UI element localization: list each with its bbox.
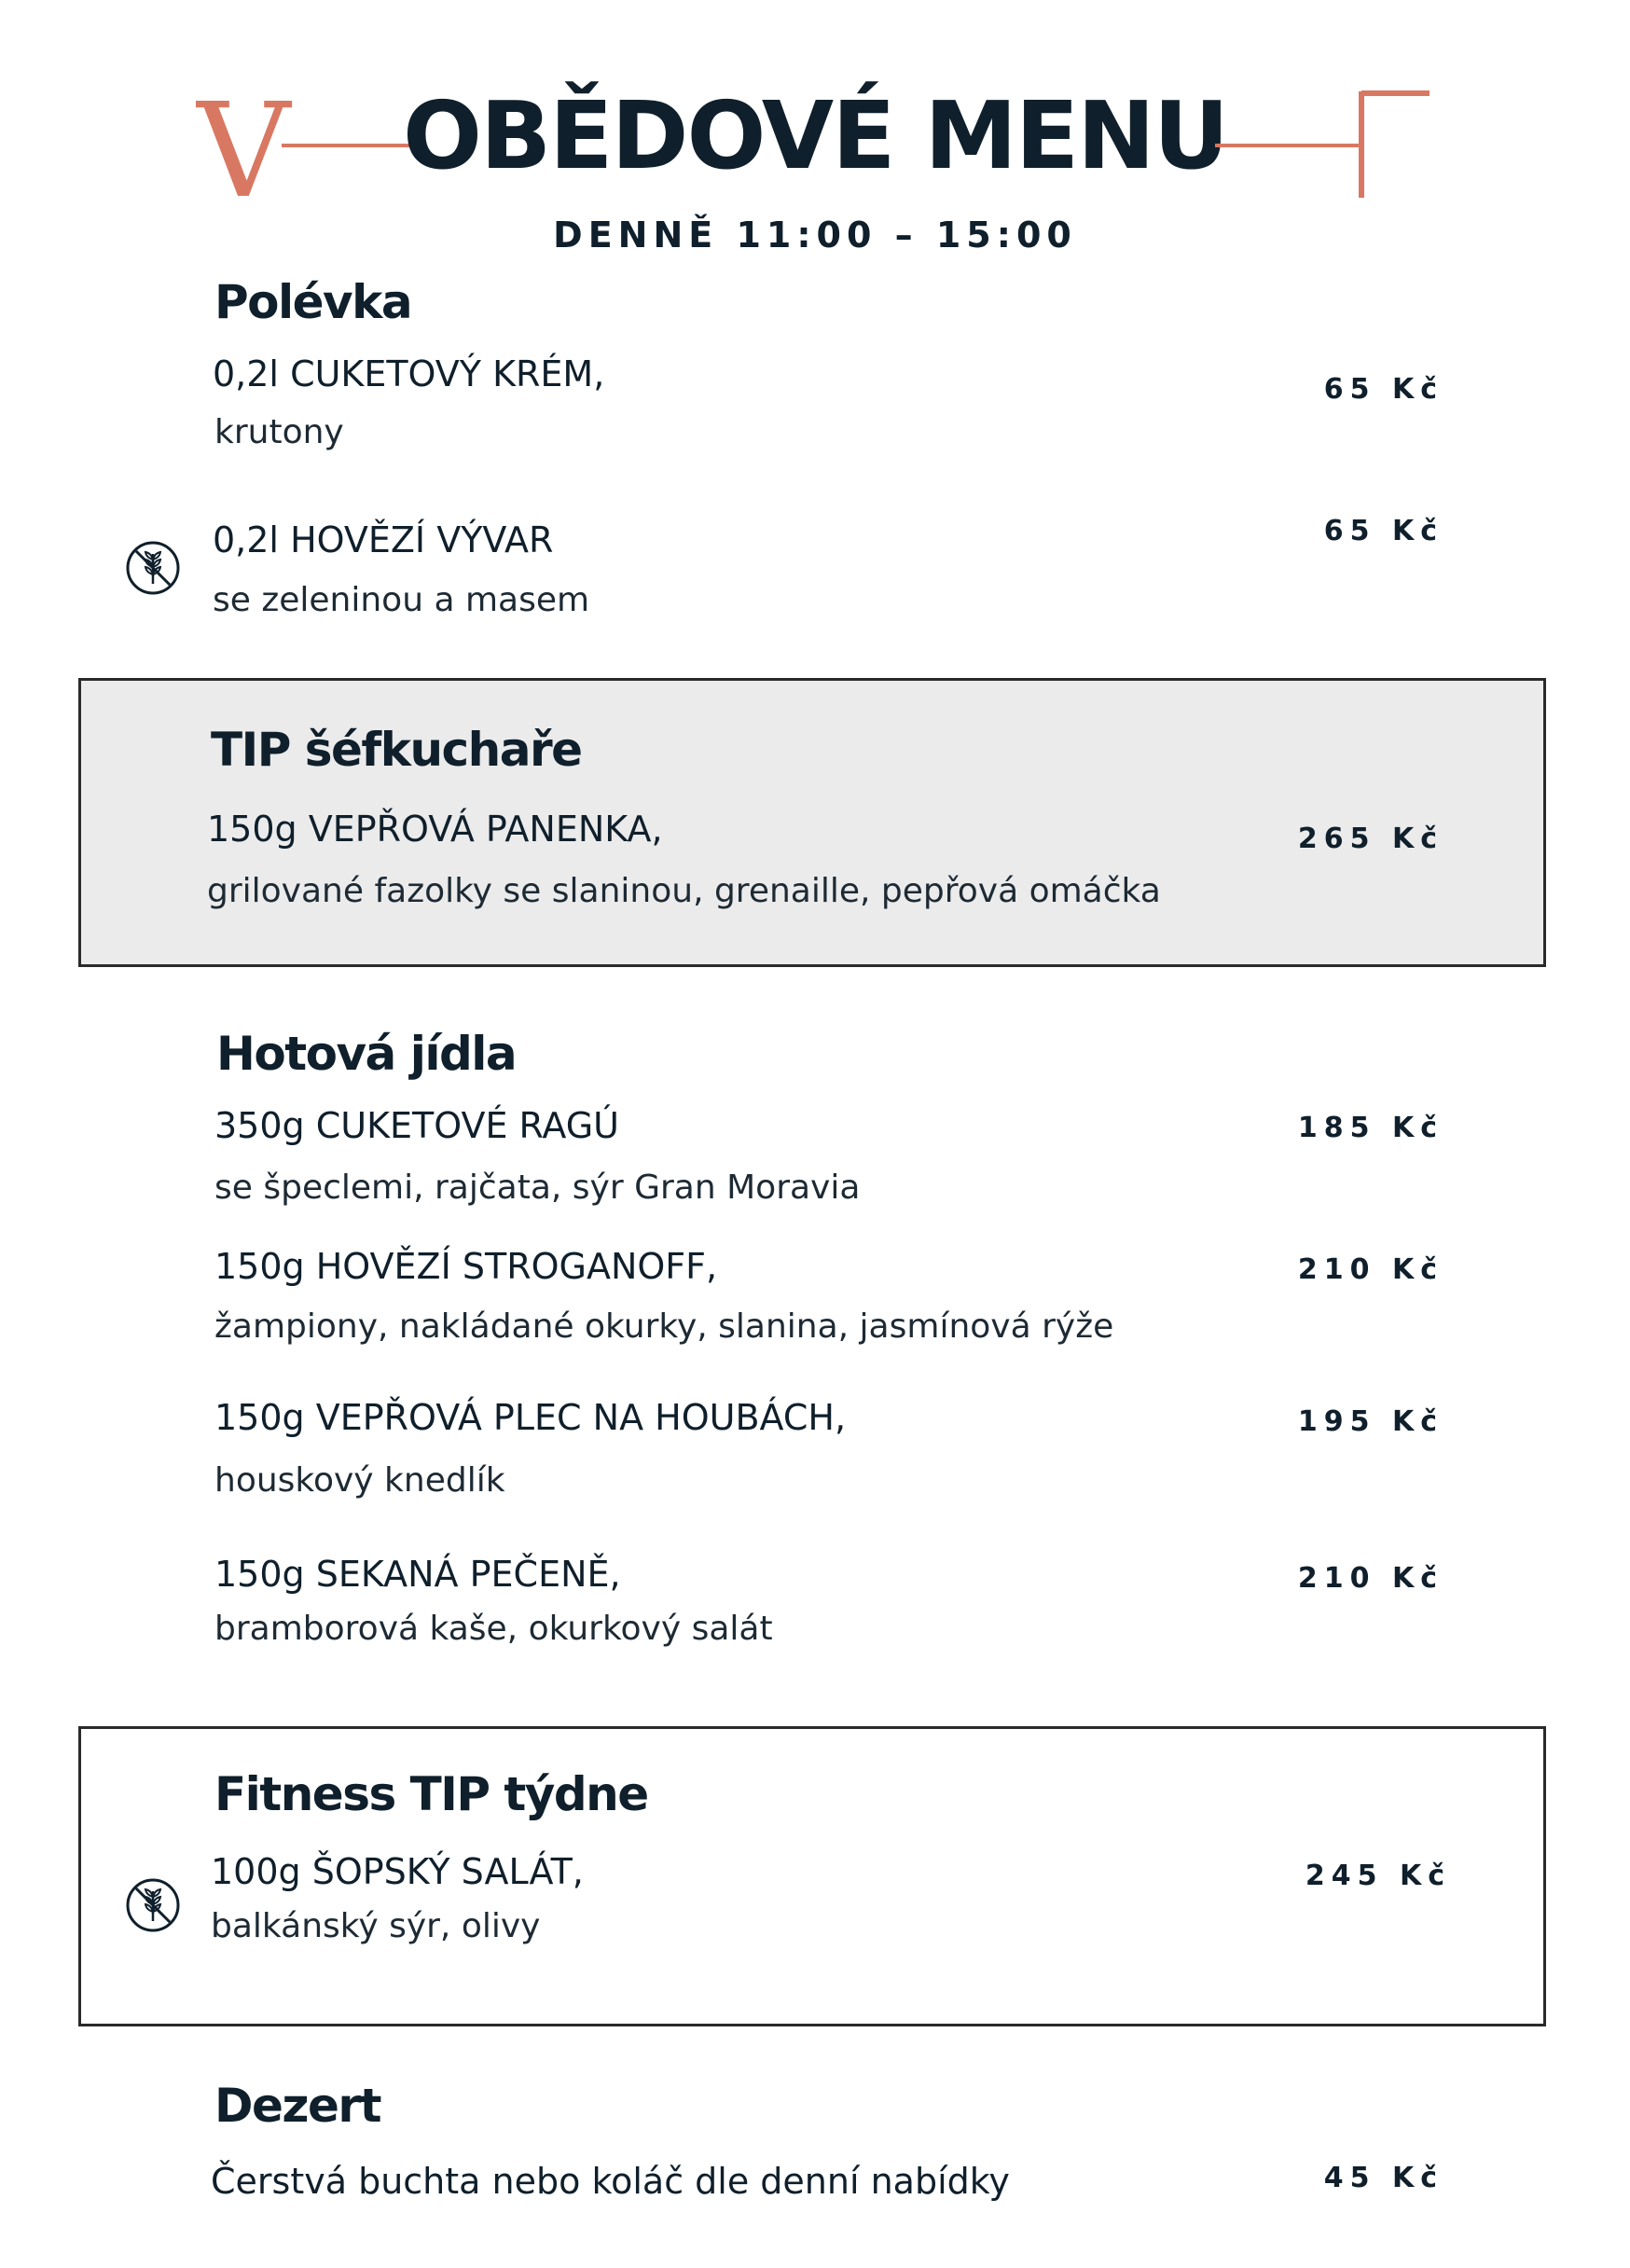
menu-item-price: 185 Kč — [1297, 1112, 1444, 1144]
gluten-free-icon — [124, 1876, 182, 1934]
menu-item-name: 150g SEKANÁ PEČENĚ, — [214, 1554, 621, 1595]
menu-item-name: 150g VEPŘOVÁ PANENKA, — [207, 809, 663, 850]
logo-f-mark — [1208, 84, 1431, 205]
menu-item-description: houskový knedlík — [214, 1461, 505, 1500]
menu-item-description: se zeleninou a masem — [213, 581, 590, 619]
opening-hours: DENNĚ 11:00 – 15:00 — [553, 214, 1077, 256]
menu-item-name: 0,2l CUKETOVÝ KRÉM, — [213, 353, 605, 394]
menu-item-name: 0,2l HOVĚZÍ VÝVAR — [213, 519, 554, 560]
menu-item-description: balkánský sýr, olivy — [211, 1907, 541, 1945]
menu-item-name: 350g CUKETOVÉ RAGÚ — [214, 1105, 619, 1146]
section-heading-fitness: Fitness TIP týdne — [214, 1767, 648, 1821]
svg-text:V: V — [196, 84, 291, 205]
menu-item-price: 245 Kč — [1305, 1860, 1451, 1892]
section-heading-main: Hotová jídla — [216, 1027, 517, 1081]
menu-item-description: se špeclemi, rajčata, sýr Gran Moravia — [214, 1169, 861, 1207]
menu-item-description: bramborová kaše, okurkový salát — [214, 1610, 773, 1648]
menu-item-name: 150g VEPŘOVÁ PLEC NA HOUBÁCH, — [214, 1397, 847, 1438]
gluten-free-icon — [124, 539, 182, 597]
section-heading-soup: Polévka — [214, 275, 412, 329]
menu-item-name: 100g ŠOPSKÝ SALÁT, — [211, 1851, 584, 1892]
menu-item-description: žampiony, nakládané okurky, slanina, jasmínová rýže — [214, 1307, 1114, 1346]
menu-item-price: 210 Kč — [1297, 1253, 1444, 1286]
menu-item-price: 45 Kč — [1323, 2162, 1444, 2194]
menu-item-price: 65 Kč — [1323, 515, 1444, 547]
section-heading-dessert: Dezert — [214, 2079, 380, 2133]
menu-item-name: Čerstvá buchta nebo koláč dle denní nabídky — [211, 2161, 1010, 2202]
menu-item-description: grilované fazolky se slaninou, grenaille, pepřová omáčka — [207, 872, 1161, 910]
menu-item-price: 195 Kč — [1297, 1405, 1444, 1438]
page-title: OBĚDOVÉ MENU — [402, 81, 1228, 190]
section-heading-chef-tip: TIP šéfkuchaře — [211, 723, 582, 777]
menu-item-price: 210 Kč — [1297, 1562, 1444, 1595]
menu-item-price: 65 Kč — [1323, 373, 1444, 406]
menu-item-description: krutony — [214, 413, 344, 451]
menu-item-name: 150g HOVĚZÍ STROGANOFF, — [214, 1246, 718, 1287]
menu-item-price: 265 Kč — [1297, 823, 1444, 855]
